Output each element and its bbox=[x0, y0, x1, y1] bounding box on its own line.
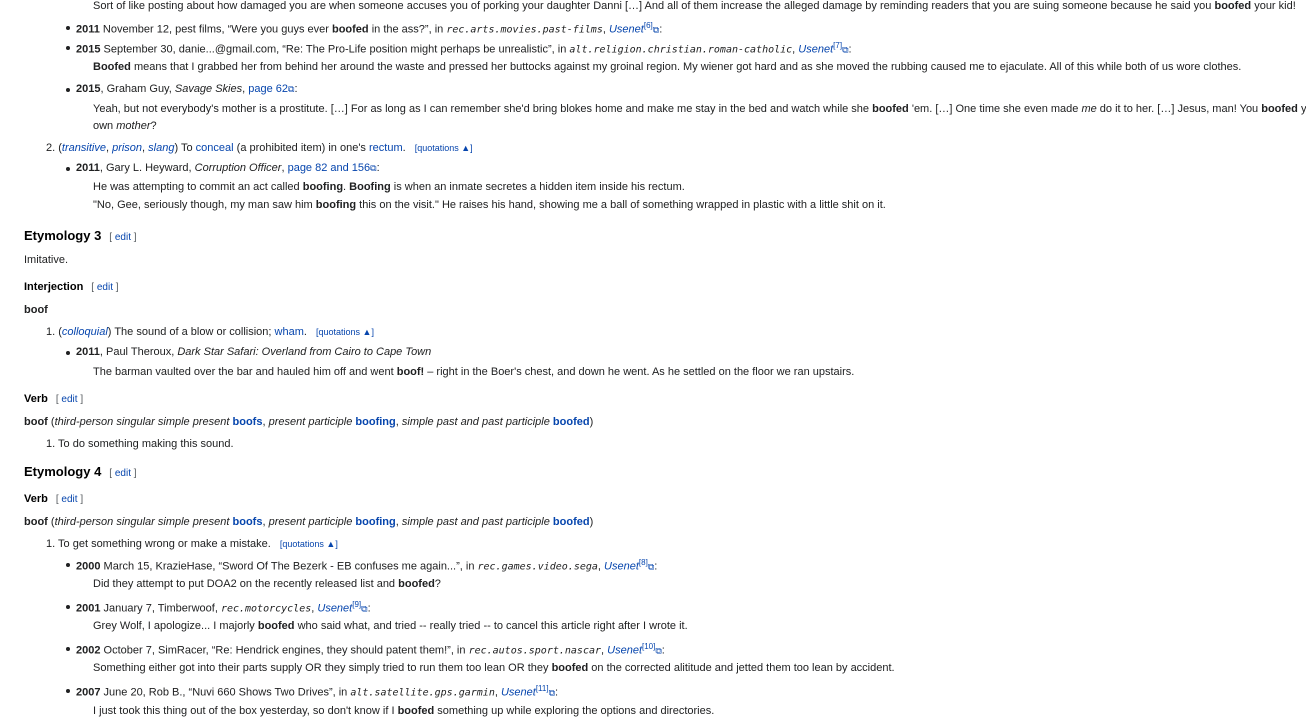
verb-heading: Verb [ edit ] bbox=[24, 393, 84, 405]
citation-text: March 15, KrazieHase, “Sword Of The Bezerk - EB confuses me again...”, in bbox=[100, 560, 478, 573]
etymology-4-heading: Etymology 4 [ edit ] bbox=[24, 464, 137, 479]
definition-text: The sound of a blow or collision; bbox=[111, 326, 275, 338]
label-link-prison[interactable]: prison bbox=[112, 142, 143, 154]
citation-author: , Graham Guy, bbox=[100, 83, 175, 95]
citation-year: 2011 bbox=[76, 23, 100, 36]
headword: boof bbox=[24, 516, 48, 528]
rectum-link[interactable]: rectum bbox=[368, 142, 403, 154]
newsgroup-name: alt.religion.christian.roman-catholic bbox=[569, 44, 793, 56]
inflection-link-boofs[interactable]: boofs bbox=[232, 516, 263, 528]
edit-link[interactable]: edit bbox=[114, 468, 131, 479]
inflection-line bbox=[24, 416, 593, 428]
bullet bbox=[66, 351, 70, 355]
reference-link[interactable]: [7] bbox=[833, 41, 843, 50]
external-link-icon: ⧉ bbox=[548, 687, 556, 698]
interjection-heading: Interjection [ edit ] bbox=[24, 281, 119, 293]
bullet bbox=[66, 689, 70, 693]
separator: , bbox=[262, 416, 269, 428]
citation-year: 2002 bbox=[76, 644, 101, 657]
reference-link[interactable]: [10] bbox=[642, 642, 656, 651]
external-link-icon: ⧉ bbox=[370, 163, 377, 173]
definition-text: . bbox=[402, 142, 406, 154]
newsgroup-name: rec.games.video.sega bbox=[477, 561, 598, 573]
inflection-link-boofing[interactable]: boofing bbox=[355, 516, 396, 528]
quote-text: Sort of like posting about how damaged you are when someone accuses you of porking your daughter Danni […] And all of them increase the alleged damage by reminding readers that you are suing someone because he said you bbox=[93, 0, 1215, 12]
definition-line: 1. (colloquial) The sound of a blow or collision; wham. [quotations ▲] bbox=[46, 326, 374, 338]
citation-line: 2007 June 20, Rob B., “Nuvi 660 Shows Two Drives”, in alt.satellite.gps.garmin, Usenet[11]⧉: bbox=[76, 684, 559, 699]
usenet-link[interactable]: Usenet bbox=[798, 43, 834, 56]
bullet bbox=[66, 605, 70, 609]
inflection-line bbox=[24, 516, 593, 528]
page-link[interactable]: page 62 bbox=[248, 83, 289, 95]
definition-line: 2. (transitive, prison, slang) To conceal (a prohibited item) in one's rectum. [quotations ▲] bbox=[46, 142, 473, 154]
citation-year: 2001 bbox=[76, 602, 101, 615]
citation-year: 2015 bbox=[76, 43, 101, 56]
quote-text: ? bbox=[150, 120, 157, 132]
label-link-transitive[interactable]: transitive bbox=[61, 142, 106, 154]
inflection-label: third-person singular simple present bbox=[54, 416, 230, 428]
quote-text: is when an inmate secretes a hidden item inside his rectum. bbox=[390, 181, 685, 193]
quote-emphasis: mother bbox=[116, 120, 151, 132]
headword-bold: boofed bbox=[331, 23, 369, 36]
quote-text: on the corrected alititude and jetted them too lean by accident. bbox=[588, 662, 895, 674]
external-link-icon: ⧉ bbox=[647, 561, 655, 572]
reference-link[interactable]: [11] bbox=[535, 684, 549, 693]
headword-bold: boofed bbox=[1261, 103, 1298, 115]
wham-link[interactable]: wham bbox=[274, 326, 304, 338]
reference-link[interactable]: [6] bbox=[643, 21, 653, 30]
quote-line bbox=[93, 662, 895, 674]
citation-year: 2011 bbox=[76, 346, 100, 358]
quote-text: The barman vaulted over the bar and hauled him off and went bbox=[93, 366, 397, 378]
citation-year: 2011 bbox=[76, 162, 100, 174]
quote-text: – right in the Boer's chest, and down he went. As he settled on the floor we ran upstairs. bbox=[424, 366, 855, 378]
citation-line: 2011 November 12, pest films, “Were you guys ever boofed in the ass?”, in rec.arts.movies.past-films, Usenet[6]⧉: bbox=[76, 21, 663, 36]
citation-author: , Paul Theroux, bbox=[99, 346, 178, 358]
external-link-icon: ⧉ bbox=[842, 44, 849, 55]
inflection-label: third-person singular simple present bbox=[54, 516, 230, 528]
heading-text: Etymology 4 bbox=[24, 464, 102, 479]
quote-text: own bbox=[93, 120, 117, 132]
usenet-link[interactable]: Usenet bbox=[317, 602, 353, 615]
citation-line: 2001 January 7, Timberwoof, rec.motorcycles, Usenet[9]⧉: bbox=[76, 600, 371, 615]
label-link-colloquial[interactable]: colloquial bbox=[61, 326, 108, 338]
external-link-icon: ⧉ bbox=[652, 24, 660, 35]
citation-author: , Gary L. Heyward, bbox=[99, 162, 195, 174]
quotations-toggle[interactable]: [quotations ▲] bbox=[316, 327, 374, 337]
usenet-link[interactable]: Usenet bbox=[604, 560, 639, 573]
citation-year: 2000 bbox=[76, 560, 101, 573]
etymology-text: Imitative. bbox=[24, 254, 69, 266]
headword-bold: boofed bbox=[397, 705, 435, 717]
quote-line bbox=[93, 366, 854, 378]
inflection-link-boofs[interactable]: boofs bbox=[232, 416, 263, 428]
paren: ) bbox=[589, 416, 594, 428]
inflection-label: simple past and past participle bbox=[401, 516, 550, 528]
headword-bold: boofing bbox=[302, 181, 344, 193]
usenet-link[interactable]: Usenet bbox=[500, 686, 536, 699]
quote-line bbox=[93, 103, 1306, 115]
quote-line bbox=[93, 620, 688, 632]
definition-text: . bbox=[303, 326, 307, 338]
external-link-icon: ⧉ bbox=[288, 84, 295, 94]
quote-text: He was attempting to commit an act called bbox=[93, 181, 303, 193]
label-link-slang[interactable]: slang bbox=[148, 142, 175, 154]
quotations-toggle[interactable]: [quotations ▲] bbox=[279, 539, 338, 549]
bullet bbox=[66, 88, 70, 92]
external-link-icon: ⧉ bbox=[361, 603, 368, 614]
reference-link[interactable]: [8] bbox=[638, 558, 648, 567]
inflection-link-boofed[interactable]: boofed bbox=[552, 416, 590, 428]
citation-line: 2015 September 30, danie...@gmail.com, “Re: The Pro-Life position might perhaps be unrealistic”, in alt.religion.christian.roman-catholic, Usenet[7]⧉: bbox=[76, 41, 852, 56]
quote-text: who said what, and tried -- really tried -- to cancel this article right after I wrote it. bbox=[294, 620, 688, 632]
quote-line bbox=[93, 199, 886, 211]
headword: boof bbox=[24, 304, 48, 316]
sense-number: 1. bbox=[46, 326, 56, 338]
sense-number: 1. bbox=[46, 438, 56, 450]
headword-bold: boofing bbox=[315, 199, 357, 211]
newsgroup-name: alt.satellite.gps.garmin bbox=[350, 687, 495, 699]
citation-line: 2011, Gary L. Heyward, Corruption Officer, page 82 and 156⧉: bbox=[76, 162, 380, 174]
quote-text: your kid! bbox=[1251, 0, 1296, 12]
page-link[interactable]: page 82 and 156 bbox=[287, 162, 371, 174]
citation-line: 2015, Graham Guy, Savage Skies, page 62⧉: bbox=[76, 83, 298, 95]
quote-text: 'em. […] One time she even made bbox=[908, 103, 1082, 115]
heading-text: Etymology 3 bbox=[24, 228, 102, 243]
usenet-link[interactable]: Usenet bbox=[607, 644, 642, 657]
edit-link[interactable]: edit bbox=[61, 494, 78, 505]
headword-bold: boofed bbox=[551, 662, 589, 674]
quote-text: do it to her. […] Jesus, man! You bbox=[1096, 103, 1262, 115]
citation-text: in the ass?”, in bbox=[368, 23, 447, 36]
quote-text: I just took this thing out of the box yesterday, so don't know if I bbox=[93, 705, 398, 717]
headword-bold: boof! bbox=[396, 366, 425, 378]
verb-heading: Verb [ edit ] bbox=[24, 493, 84, 505]
etymology-3-heading: Etymology 3 [ edit ] bbox=[24, 228, 137, 243]
quote-line bbox=[93, 181, 685, 193]
heading-text: Interjection bbox=[24, 281, 84, 293]
headword-bold: Boofing bbox=[349, 181, 391, 193]
headword-bold: Boofed bbox=[93, 61, 131, 73]
edit-link[interactable]: edit bbox=[114, 232, 131, 243]
citation-text: September 30, danie...@gmail.com, “Re: The Pro-Life position might perhaps be unrealistic”, in bbox=[100, 43, 570, 56]
edit-link[interactable]: edit bbox=[61, 394, 78, 405]
external-link-icon: ⧉ bbox=[655, 645, 662, 656]
quote-text: something up while exploring the options and directories. bbox=[434, 705, 715, 717]
newsgroup-name: rec.motorcycles bbox=[220, 603, 312, 615]
paren: ( bbox=[47, 416, 55, 428]
quote-text: Something either got into their parts supply OR they simply tried to run them too lean OR they bbox=[93, 662, 552, 674]
quote-line bbox=[93, 705, 714, 717]
quote-text: . bbox=[343, 181, 350, 193]
paren: ) bbox=[589, 516, 594, 528]
newsgroup-name: rec.arts.movies.past-films bbox=[446, 24, 603, 36]
separator: , bbox=[395, 416, 402, 428]
quote-text: y bbox=[1297, 103, 1306, 115]
newsgroup-name: rec.autos.sport.nascar bbox=[468, 645, 602, 657]
quote-line bbox=[93, 61, 1241, 73]
citation-text: October 7, SimRacer, “Re: Hendrick engines, they should patent them!”, in bbox=[100, 644, 469, 657]
separator: , bbox=[262, 516, 269, 528]
headword-bold: boofed bbox=[872, 103, 909, 115]
definition-line bbox=[46, 538, 338, 550]
definition-text: To bbox=[178, 142, 196, 154]
quote-text: "No, Gee, seriously though, my man saw him bbox=[93, 199, 316, 211]
bullet bbox=[66, 563, 70, 567]
headword-bold: boofed bbox=[398, 578, 435, 590]
headword-bold: boofed bbox=[1214, 0, 1252, 12]
definition-text: To get something wrong or make a mistake. bbox=[58, 538, 271, 550]
citation-line: 2002 October 7, SimRacer, “Re: Hendrick engines, they should patent them!”, in rec.autos.sport.nascar, Usenet[10]⧉: bbox=[76, 642, 665, 657]
quote-text: Grey Wolf, I apologize... I majorly bbox=[93, 620, 258, 632]
quote-text: means that I grabbed her from behind her around the waste and pressed her buttocks against my groinal region. My wiener got hard and as she moved the rubbing caused me to ejaculate. All of this while both of us wore clothes. bbox=[130, 61, 1242, 73]
quote-line bbox=[93, 578, 441, 590]
paren: ( bbox=[47, 516, 55, 528]
citation-line: 2000 March 15, KrazieHase, “Sword Of The Bezerk - EB confuses me again...”, in rec.games.video.sega, Usenet[8]⧉: bbox=[76, 558, 658, 573]
definition-line bbox=[46, 438, 234, 450]
usenet-link[interactable]: Usenet bbox=[608, 23, 644, 36]
headword-bold: boofed bbox=[257, 620, 295, 632]
edit-link[interactable]: edit bbox=[96, 282, 113, 293]
citation-line bbox=[76, 346, 431, 358]
bullet bbox=[66, 647, 70, 651]
paren: ( bbox=[58, 142, 62, 154]
quotations-toggle[interactable]: [quotations ▲] bbox=[414, 143, 473, 153]
citation-title: Corruption Officer bbox=[194, 162, 282, 174]
inflection-label: present participle bbox=[268, 416, 353, 428]
inflection-link-boofing[interactable]: boofing bbox=[355, 416, 396, 428]
sense-number: 2. bbox=[46, 142, 56, 154]
quote-emphasis: me bbox=[1081, 103, 1097, 115]
quote-text: ? bbox=[434, 578, 441, 590]
inflection-label: present participle bbox=[268, 516, 353, 528]
definition-text: To do something making this sound. bbox=[58, 438, 234, 450]
inflection-link-boofed[interactable]: boofed bbox=[552, 516, 590, 528]
citation-title: Dark Star Safari: Overland from Cairo to Cape Town bbox=[177, 346, 432, 358]
citation-text: November 12, pest films, “Were you guys ever bbox=[99, 23, 332, 36]
bullet bbox=[66, 46, 70, 50]
sense-number: 1. bbox=[46, 538, 56, 550]
separator: , bbox=[395, 516, 402, 528]
heading-text: Verb bbox=[24, 393, 48, 405]
definition-text: (a prohibited item) in one's bbox=[233, 142, 369, 154]
heading-text: Verb bbox=[24, 493, 48, 505]
citation-text: June 20, Rob B., “Nuvi 660 Shows Two Drives”, in bbox=[100, 686, 351, 699]
quote-line bbox=[93, 120, 157, 132]
conceal-link[interactable]: conceal bbox=[195, 142, 234, 154]
citation-year: 2015 bbox=[76, 83, 101, 95]
inflection-label: simple past and past participle bbox=[401, 416, 550, 428]
paren: ) bbox=[174, 142, 179, 154]
quote-text: this on the visit." He raises his hand, showing me a ball of something wrapped in plastic with a little shit on it. bbox=[356, 199, 886, 211]
headword: boof bbox=[24, 416, 48, 428]
citation-title: Savage Skies bbox=[174, 83, 243, 95]
bullet bbox=[66, 167, 70, 171]
quote-line bbox=[93, 0, 1296, 12]
citation-text: January 7, Timberwoof, bbox=[100, 602, 221, 615]
quote-text: Yeah, but not everybody's mother is a prostitute. […] For as long as I can remember she'd bring blokes home and make me stay in the bed and watch while she bbox=[93, 103, 873, 115]
reference-link[interactable]: [9] bbox=[352, 600, 362, 609]
bullet bbox=[66, 26, 70, 30]
quote-text: Did they attempt to put DOA2 on the recently released list and bbox=[93, 578, 399, 590]
citation-year: 2007 bbox=[76, 686, 101, 699]
